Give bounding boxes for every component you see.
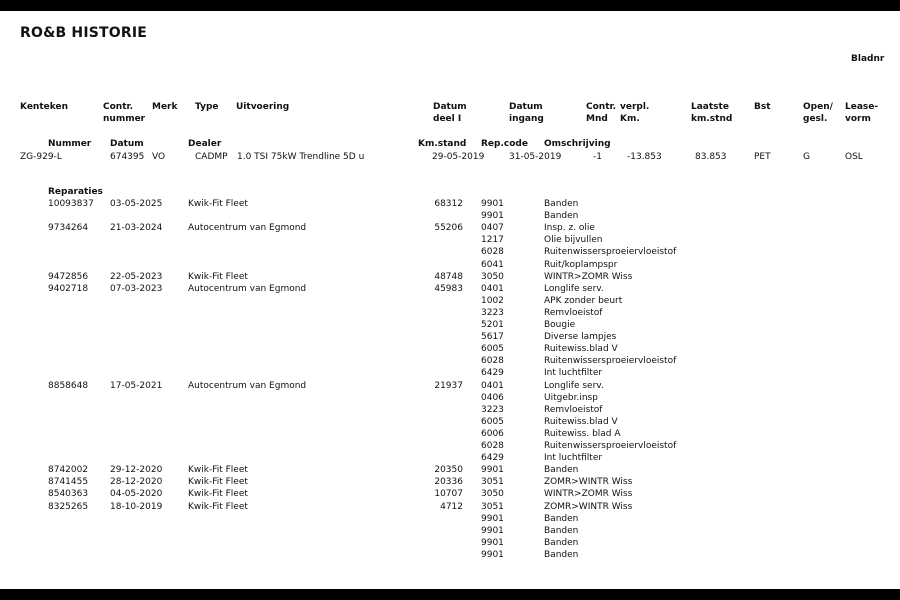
header-uitvoering: Uitvoering (236, 102, 290, 112)
vehicle-datum-deel: 29-05-2019 (432, 152, 485, 162)
repair-omschrijving: Ruitenwissersproeiervloeistof (544, 356, 677, 367)
repair-omschrijving: Remvloeistof (544, 307, 603, 318)
repair-nummer: 8325265 (48, 501, 89, 512)
repair-datum: 07-03-2023 (110, 283, 163, 294)
repair-nummer: 9734264 (48, 223, 89, 234)
repair-omschrijving: Banden (544, 199, 579, 209)
repair-omschrijving: ZOMR>WINTR Wiss (544, 501, 633, 512)
vehicle-lease-vorm: OSL (845, 152, 863, 162)
repair-omschrijving: Ruitewiss.blad V (544, 416, 618, 427)
repair-dealer: Autocentrum van Egmond (188, 283, 307, 294)
repair-dealer: Kwik-Fit Fleet (188, 489, 248, 500)
repair-code: 6028 (481, 356, 504, 367)
repair-nummer: 8858648 (48, 380, 89, 391)
header-verplichte-km: verpl. Km. (620, 102, 650, 124)
repair-nummer: 8741455 (48, 477, 89, 488)
repair-dealer: Kwik-Fit Fleet (188, 271, 248, 282)
repair-code: 5201 (481, 320, 504, 330)
repair-datum: 22-05-2023 (110, 271, 163, 282)
repair-nummer: 8540363 (48, 489, 89, 500)
repair-code: 0401 (481, 283, 504, 294)
subheader-omschrijving: Omschrijving (544, 139, 611, 149)
subheader-nummer: Nummer (48, 139, 92, 149)
header-contract-nummer: Contr. nummer (103, 102, 146, 124)
repair-code: 6005 (481, 416, 504, 427)
header-datum-ingang: Datum ingang (509, 102, 544, 124)
repair-datum: 17-05-2021 (110, 380, 163, 391)
repair-omschrijving: Ruitewiss.blad V (544, 344, 618, 355)
repair-code: 3223 (481, 404, 504, 415)
repair-code: 9901 (481, 525, 504, 536)
subheader-repcode: Rep.code (481, 139, 528, 149)
repair-dealer: Kwik-Fit Fleet (188, 477, 248, 488)
page-number-label: Bladnr (851, 54, 885, 64)
repair-omschrijving: Insp. z. olie (544, 223, 595, 234)
repair-code: 3223 (481, 307, 504, 318)
repair-omschrijving: Banden (544, 513, 579, 524)
repair-kmstand: 20350 (434, 465, 463, 476)
repair-kmstand: 68312 (434, 199, 463, 209)
header-lease-vorm: Lease- vorm (845, 102, 879, 124)
header-datum-deel: Datum deel I (433, 102, 467, 124)
repair-nummer: 9402718 (48, 283, 89, 294)
repair-code: 6005 (481, 344, 504, 355)
repair-omschrijving: WINTR>ZOMR Wiss (544, 271, 633, 282)
vehicle-bst: PET (754, 152, 771, 162)
repair-datum: 21-03-2024 (110, 223, 163, 234)
vehicle-contract: 674395 (110, 152, 145, 162)
repair-omschrijving: Bougie (544, 320, 576, 330)
repair-omschrijving: ZOMR>WINTR Wiss (544, 477, 633, 488)
repair-nummer: 10093837 (48, 199, 94, 209)
repair-omschrijving: Olie bijvullen (544, 235, 603, 246)
subheader-kmstand: Km.stand (418, 139, 467, 149)
repair-omschrijving: WINTR>ZOMR Wiss (544, 489, 633, 500)
repair-code: 6028 (481, 441, 504, 451)
repair-dealer: Autocentrum van Egmond (188, 380, 307, 391)
repair-omschrijving: Longlife serv. (544, 380, 604, 391)
repair-code: 3050 (481, 271, 504, 282)
repair-omschrijving: Banden (544, 549, 579, 560)
header-open-gesloten: Open/ gesl. (803, 102, 833, 124)
repair-omschrijving: Banden (544, 211, 579, 222)
repair-kmstand: 10707 (434, 489, 463, 500)
repair-code: 3051 (481, 477, 504, 488)
vehicle-maanden: -1 (593, 152, 602, 162)
repair-kmstand: 4712 (440, 501, 463, 512)
reparaties-label: Reparaties (48, 187, 103, 197)
repair-code: 6429 (481, 368, 504, 379)
repair-omschrijving: Uitgebr.insp (544, 392, 598, 403)
repair-nummer: 9472856 (48, 271, 89, 282)
repair-omschrijving: Banden (544, 465, 579, 476)
vehicle-merk: VO (152, 152, 166, 162)
repair-dealer: Kwik-Fit Fleet (188, 199, 248, 209)
repair-code: 9901 (481, 537, 504, 548)
repair-code: 0407 (481, 223, 504, 234)
repair-code: 5617 (481, 332, 504, 343)
repair-code: 6028 (481, 247, 504, 258)
vehicle-verplichte-km: -13.853 (627, 152, 662, 162)
vehicle-uitvoering: 1.0 TSI 75kW Trendline 5D u (237, 152, 365, 162)
repair-code: 1002 (481, 295, 504, 306)
document-page (0, 11, 900, 589)
header-bst: Bst (754, 102, 771, 112)
repair-kmstand: 20336 (434, 477, 463, 488)
repair-kmstand: 55206 (434, 223, 463, 234)
repair-code: 0401 (481, 380, 504, 391)
repair-nummer: 8742002 (48, 465, 89, 476)
subheader-datum: Datum (110, 139, 144, 149)
repair-datum: 03-05-2025 (110, 199, 163, 209)
repair-code: 9901 (481, 549, 504, 560)
repair-omschrijving: Ruitewiss. blad A (544, 428, 621, 439)
vehicle-datum-ingang: 31-05-2019 (509, 152, 562, 162)
repair-code: 9901 (481, 199, 504, 209)
vehicle-laatste-km: 83.853 (695, 152, 727, 162)
repair-omschrijving: Diverse lampjes (544, 332, 617, 343)
repair-datum: 28-12-2020 (110, 477, 163, 488)
repair-omschrijving: Banden (544, 537, 579, 548)
header-contract-maanden: Contr. Mnd (586, 102, 617, 124)
header-merk: Merk (152, 102, 178, 112)
repair-kmstand: 21937 (434, 380, 463, 391)
repair-code: 6041 (481, 259, 504, 270)
repair-omschrijving: Ruitenwissersproeiervloeistof (544, 247, 677, 258)
vehicle-type: CADMP (195, 152, 228, 162)
repair-omschrijving: Int luchtfilter (544, 453, 603, 464)
repair-code: 3051 (481, 501, 504, 512)
header-laatste-kmstand: Laatste km.stnd (691, 102, 733, 124)
vehicle-kenteken: ZG-929-L (20, 152, 62, 162)
header-kenteken: Kenteken (20, 102, 68, 112)
repair-omschrijving: Int luchtfilter (544, 368, 603, 379)
repair-code: 0406 (481, 392, 504, 403)
repair-omschrijving: Ruitenwissersproeiervloeistof (544, 441, 677, 451)
repair-code: 9901 (481, 465, 504, 476)
repair-code: 6006 (481, 428, 504, 439)
header-type: Type (195, 102, 219, 112)
repair-omschrijving: Remvloeistof (544, 404, 603, 415)
repair-kmstand: 48748 (434, 271, 463, 282)
repair-code: 1217 (481, 235, 504, 246)
repair-code: 9901 (481, 211, 504, 222)
repair-omschrijving: Longlife serv. (544, 283, 604, 294)
repair-kmstand: 45983 (434, 283, 463, 294)
repair-datum: 29-12-2020 (110, 465, 163, 476)
repair-dealer: Kwik-Fit Fleet (188, 465, 248, 476)
repair-dealer: Autocentrum van Egmond (188, 223, 307, 234)
repair-datum: 18-10-2019 (110, 501, 163, 512)
repair-code: 9901 (481, 513, 504, 524)
repair-omschrijving: Banden (544, 525, 579, 536)
repair-omschrijving: APK zonder beurt (544, 295, 623, 306)
document-title: RO&B HISTORIE (20, 25, 148, 41)
repair-omschrijving: Ruit/koplampspr (544, 259, 618, 270)
repair-dealer: Kwik-Fit Fleet (188, 501, 248, 512)
vehicle-open-gesloten: G (803, 152, 810, 162)
repair-code: 3050 (481, 489, 504, 500)
subheader-dealer: Dealer (188, 139, 222, 149)
repair-code: 6429 (481, 453, 504, 464)
repair-datum: 04-05-2020 (110, 489, 163, 500)
